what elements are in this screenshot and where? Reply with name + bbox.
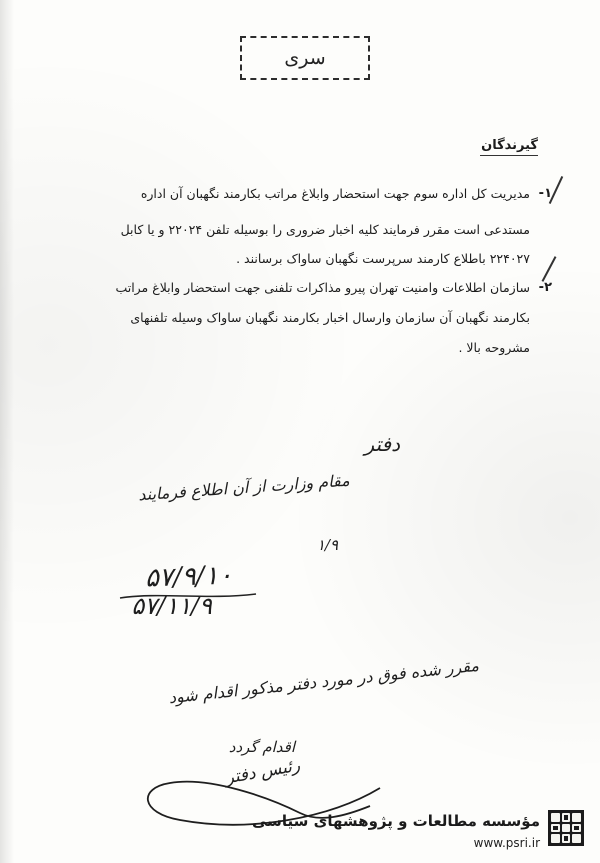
handwritten-note-office: دفتر [364, 432, 400, 456]
item-line: بکارمند نگهبان آن سازمان وارسال اخبار بکارمند نگهبان ساواک وسیله تلفنهای [130, 310, 530, 325]
institute-name: مؤسسه مطالعات و پژوهشهای سیاسی [251, 812, 540, 830]
item-line: ۲۲۴۰۲۷ باطلاع کارمند سرپرست نگهبان ساواک برسانند . [236, 251, 530, 266]
item-number: ۲- [538, 280, 552, 295]
handwritten-date: ۵۷/۹/۱۰ [144, 560, 233, 594]
margin-mark [542, 256, 557, 282]
handwritten-note: اقدام گردد [228, 738, 295, 756]
item-line: سازمان اطلاعات وامنیت تهران پیرو مذاکرات تلفنی جهت استحضار وابلاغ مراتب [115, 280, 530, 295]
recipients-underline [480, 155, 538, 156]
recipients-heading: گیرندگان [481, 138, 538, 153]
item-line: مشروحه بالا . [458, 340, 530, 355]
institute-logo [548, 810, 584, 846]
handwritten-date: ۵۷/۱۱/۹ [131, 592, 212, 620]
handwritten-note: مقام وزارت از آن اطلاع فرمایند [137, 470, 351, 505]
date-underline [118, 590, 258, 602]
handwritten-signature: رئیس دفتر [223, 755, 302, 789]
scan-edge-shadow [0, 0, 14, 863]
classification-label: سری [284, 47, 326, 69]
classification-stamp [240, 36, 370, 80]
item-number: ۱- [538, 186, 552, 201]
item-line: مدیریت کل اداره سوم جهت استحضار وابلاغ مراتب بکارمند نگهبان آن اداره [140, 186, 530, 201]
institute-url: www.psri.ir [473, 836, 540, 850]
handwritten-note: مقرر شده فوق در مورد دفتر مذکور اقدام شود [168, 655, 481, 708]
item-line: مستدعی است مقرر فرمایند کلیه اخبار ضروری را بوسیله تلفن ۲۲۰۲۴ و یا کابل [120, 222, 530, 237]
handwritten-date-small: ۱/۹ [316, 536, 338, 554]
